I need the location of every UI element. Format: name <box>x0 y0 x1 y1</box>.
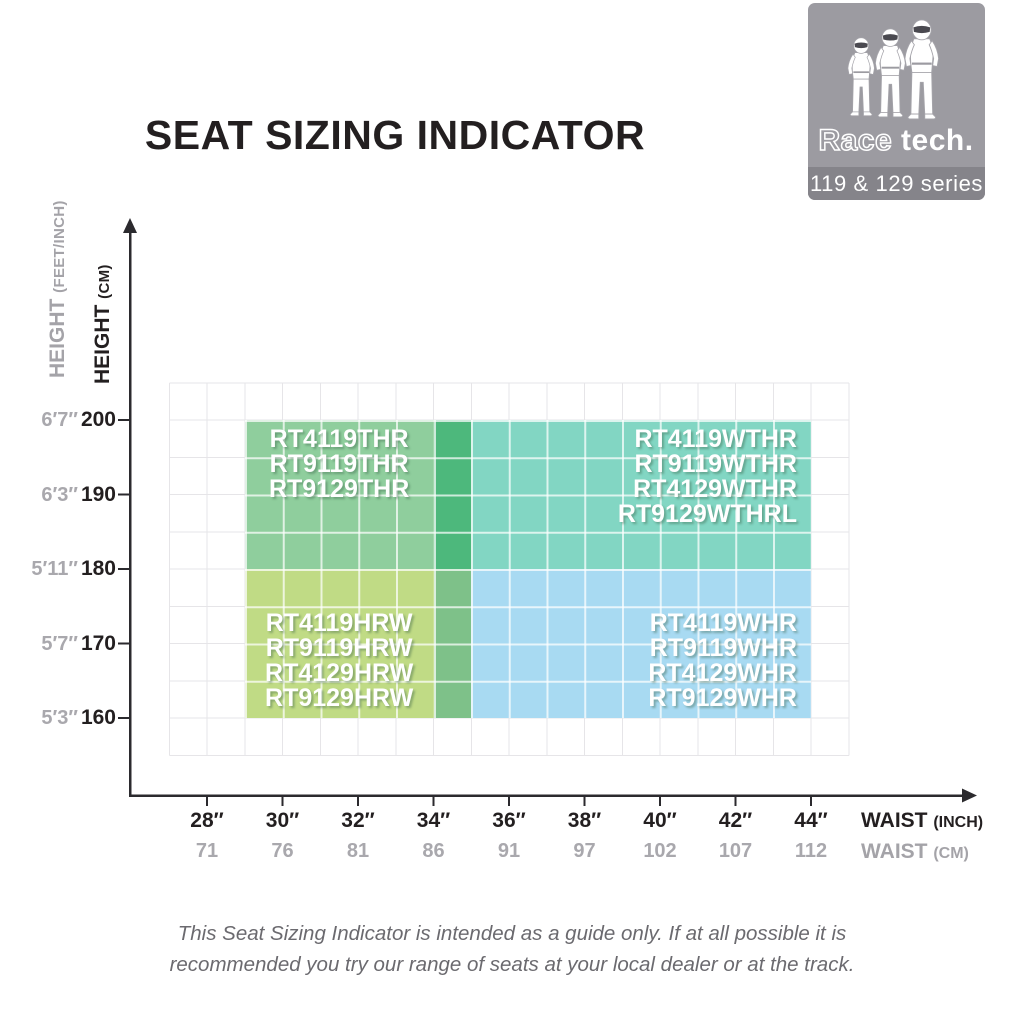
x-tick-cm-label: 112 <box>794 840 828 862</box>
x-axis-title-cm <box>861 840 969 864</box>
svg-text:Race tech. <box>818 124 973 157</box>
x-tick-cm-label: 86 <box>422 840 445 862</box>
zone-tall-regular-labels <box>245 420 434 569</box>
y-axis-title-feet-inch-unit: (FEET/INCH) <box>51 200 68 293</box>
y-tick-ftin-label: 5′11″ <box>31 558 78 580</box>
x-axis-title-cm-unit: (CM) <box>933 845 969 862</box>
x-tick-inch-label: 32″ <box>341 809 375 832</box>
disclaimer-note <box>0 919 1024 981</box>
y-tick-ftin-label: 6′7″ <box>41 409 78 431</box>
y-tick-cm-label: 200 <box>80 408 116 431</box>
seat-model-label: RT9119HRW <box>265 634 413 662</box>
x-tick-cm-label: 102 <box>643 840 677 862</box>
x-tick-inch-label: 38″ <box>567 809 602 832</box>
x-axis-arrow <box>962 789 977 803</box>
x-tick-cm-label: 97 <box>573 840 596 862</box>
zone-short-regular-labels <box>245 569 434 718</box>
seat-model-label: RT9129THR <box>268 475 410 503</box>
y-axis-title-feet-inch <box>46 200 70 378</box>
y-tick-ftin-label: 5′3″ <box>41 707 78 729</box>
zone-short-overlap <box>434 569 472 718</box>
series-label: 119 & 129 series <box>809 170 984 196</box>
y-tick-cm-label: 190 <box>80 482 116 506</box>
disclaimer-line-1: This Seat Sizing Indicator is intended as a guide only. If at all possible it is <box>177 922 847 945</box>
seat-model-label: RT9119WTHR <box>634 450 797 478</box>
x-tick-cm-label: 81 <box>346 840 370 862</box>
racetech-logo-box <box>808 3 985 200</box>
x-axis-title-inch <box>861 809 983 833</box>
seat-model-label: RT9129WTHRL <box>617 500 797 528</box>
three-race-drivers-icon <box>808 11 985 123</box>
y-axis-title-cm-main: HEIGHT <box>91 304 114 384</box>
seat-model-label: RT4119HRW <box>265 609 413 637</box>
series-band <box>808 167 985 200</box>
y-axis-arrow <box>123 218 137 233</box>
seat-model-label: RT9119THR <box>269 450 409 478</box>
x-tick-cm-label: 107 <box>718 840 753 862</box>
seat-model-label: RT4119WTHR <box>634 425 797 453</box>
x-tick-cm-label: 91 <box>497 840 521 862</box>
zone-tall-wide-labels <box>471 420 811 569</box>
zone-short-wide-labels <box>471 569 811 718</box>
y-tick-cm-label: 180 <box>80 557 116 580</box>
page-title: SEAT SIZING INDICATOR <box>144 112 646 158</box>
x-axis-title-cm-main: WAIST <box>861 840 928 863</box>
seat-model-label: RT4129WHR <box>648 659 797 687</box>
x-tick-inch-label: 30″ <box>265 809 300 832</box>
y-axis-title-cm-unit: (CM) <box>96 264 113 299</box>
disclaimer-line-2: recommended you try our range of seats at your local dealer or at the track. <box>169 952 855 976</box>
x-tick-inch-label: 40″ <box>643 809 677 832</box>
y-tick-cm-label: 160 <box>80 706 116 729</box>
seat-model-label: RT4129WTHR <box>633 475 797 503</box>
y-tick-ftin-label: 5′7″ <box>41 632 78 655</box>
y-tick-cm-label: 170 <box>80 631 116 655</box>
x-axis-title-inch-main: WAIST <box>861 809 928 832</box>
x-tick-inch-label: 34″ <box>416 809 451 832</box>
y-axis-title-feet-inch-main: HEIGHT <box>46 298 69 378</box>
seat-model-label: RT4129HRW <box>265 659 414 687</box>
zone-tall-regular <box>245 420 434 569</box>
seat-model-label: RT9129WHR <box>648 684 797 712</box>
y-tick-ftin-label: 6′3″ <box>41 483 78 506</box>
seat-model-label: RT9119WHR <box>649 634 797 662</box>
brand-solid-text: tech. <box>901 124 974 157</box>
x-tick-inch-label: 42″ <box>718 809 753 832</box>
seat-model-label: RT4119WHR <box>649 609 797 637</box>
x-tick-inch-label: 36″ <box>492 809 526 832</box>
seat-model-label: RT9129HRW <box>265 684 414 712</box>
zone-short-wide <box>471 569 811 718</box>
x-tick-inch-label: 44″ <box>794 809 828 832</box>
racetech-wordmark <box>808 119 985 161</box>
x-axis-title-inch-unit: (INCH) <box>933 814 984 831</box>
brand-outline-text: Race <box>818 124 893 157</box>
y-axis-title-cm <box>91 264 115 384</box>
x-tick-cm-label: 71 <box>195 840 219 862</box>
zone-tall-overlap <box>434 420 472 569</box>
zone-tall-wide <box>471 420 811 569</box>
x-tick-cm-label: 76 <box>271 840 294 862</box>
x-tick-inch-label: 28″ <box>190 809 224 832</box>
seat-model-label: RT4119THR <box>269 425 409 453</box>
zone-short-regular <box>245 569 434 718</box>
